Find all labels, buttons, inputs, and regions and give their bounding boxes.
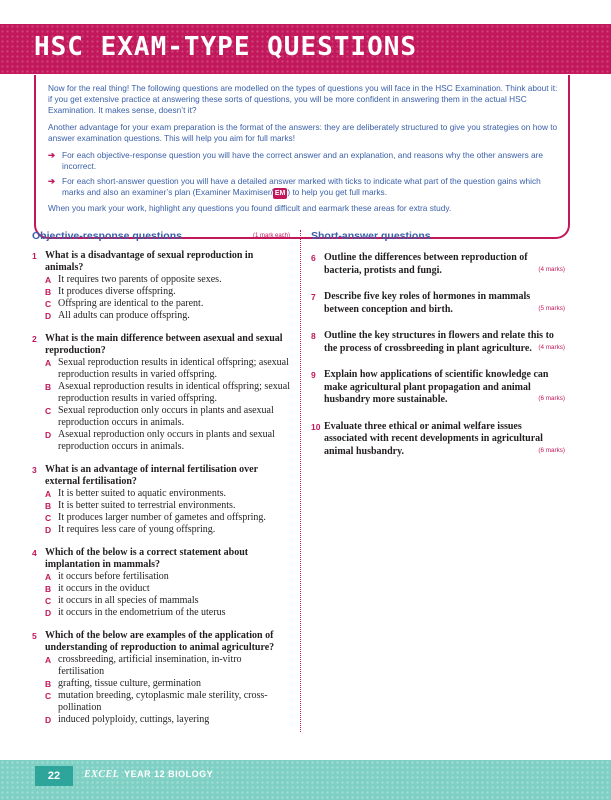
answer-option bbox=[45, 678, 290, 690]
option-letter: B bbox=[45, 584, 52, 594]
option-text: crossbreeding, artificial insemination, in-vitro fertilisation bbox=[58, 654, 242, 677]
answer-option bbox=[45, 654, 290, 678]
column-divider bbox=[300, 230, 301, 732]
answer-option bbox=[45, 583, 290, 595]
option-text: it occurs in the endometrium of the uterus bbox=[58, 607, 226, 618]
option-letter: B bbox=[45, 679, 52, 689]
question-number: 4 bbox=[32, 548, 37, 558]
objective-question bbox=[32, 250, 290, 322]
question-stem: What is the main difference between asexual and sexual reproduction? bbox=[45, 333, 283, 356]
option-letter: D bbox=[45, 430, 52, 440]
arrow-icon: ➔ bbox=[48, 176, 55, 186]
answer-option bbox=[45, 595, 290, 607]
page-footer-band bbox=[0, 760, 611, 800]
question-number: 5 bbox=[32, 631, 37, 641]
short-answer-question bbox=[311, 330, 565, 355]
option-text: grafting, tissue culture, germination bbox=[58, 678, 202, 689]
option-letter: A bbox=[45, 275, 52, 285]
objective-column bbox=[32, 230, 290, 726]
objective-question bbox=[32, 630, 290, 726]
option-text: it occurs in the oviduct bbox=[58, 583, 150, 594]
answer-option bbox=[45, 310, 290, 322]
question-stem: What is an advantage of internal fertilisation over external fertilisation? bbox=[45, 464, 258, 487]
short-answer-title-text: Short-answer questions bbox=[311, 230, 431, 242]
question-marks: (6 marks) bbox=[538, 395, 565, 402]
option-letter: B bbox=[45, 382, 52, 392]
option-text: All adults can produce offspring. bbox=[58, 310, 190, 321]
answer-option bbox=[45, 405, 290, 429]
option-text: It requires less care of young offspring. bbox=[58, 524, 216, 535]
short-answer-question bbox=[311, 291, 565, 316]
question-number: 6 bbox=[311, 253, 316, 263]
objective-question bbox=[32, 464, 290, 536]
question-marks: (4 marks) bbox=[538, 265, 565, 273]
intro-paragraph-1: Now for the real thing! The following questions are modelled on the types of questions you will face in the HSC Examination. Think about it: if you get extensive practice at answering these sorts of questions, you will be more confident in answering them in the actual HSC Examination. It makes sense, doesn’t it? bbox=[48, 83, 558, 115]
arrow-icon: ➔ bbox=[48, 150, 55, 160]
page-number: 22 bbox=[35, 766, 73, 786]
short-answer-question bbox=[311, 369, 565, 407]
answer-option bbox=[45, 357, 290, 381]
answer-option bbox=[45, 500, 290, 512]
question-stem: Which of the below is a correct statement about implantation in mammals? bbox=[45, 547, 249, 570]
question-number: 7 bbox=[311, 292, 316, 302]
question-stem: Outline the key structures in flowers and relate this to the process of crossbreeding in plant agriculture. bbox=[324, 330, 554, 354]
page-title: HSC EXAM-TYPE QUESTIONS bbox=[34, 32, 418, 62]
option-letter: C bbox=[45, 691, 52, 701]
option-letter: A bbox=[45, 358, 52, 368]
option-letter: C bbox=[45, 406, 52, 416]
option-text: It requires two parents of opposite sexes. bbox=[58, 274, 222, 285]
footer-book-title bbox=[84, 769, 213, 780]
answer-option bbox=[45, 524, 290, 536]
answer-option bbox=[45, 714, 290, 726]
option-letter: A bbox=[45, 655, 52, 665]
question-marks: (4 marks) bbox=[538, 343, 565, 351]
short-answer-question bbox=[311, 421, 565, 459]
option-text: Offspring are identical to the parent. bbox=[58, 298, 204, 309]
question-number: 1 bbox=[32, 251, 37, 261]
examiner-maximiser-badge: EM bbox=[274, 190, 286, 197]
answer-option bbox=[45, 571, 290, 583]
option-letter: D bbox=[45, 715, 52, 725]
option-text: induced polyploidy, cuttings, layering bbox=[58, 714, 210, 725]
footer-brand: EXCEL bbox=[84, 769, 120, 780]
option-letter: D bbox=[45, 311, 52, 321]
question-number: 10 bbox=[311, 421, 321, 432]
option-letter: A bbox=[45, 572, 52, 582]
intro-bullet-text: For each objective-response question you will have the correct answer and an explanation, and reasons why the other answers are incorrect. bbox=[62, 150, 544, 171]
intro-bullet-2 bbox=[48, 176, 558, 199]
option-letter: D bbox=[45, 525, 52, 535]
intro-bullet-text bbox=[62, 176, 558, 199]
intro-bullet-text-part: For each short-answer question you will have a detailed answer marked with ticks to indicate what part of the question gains which marks and also an examiner’s plan (Examiner Maximiser/ bbox=[62, 176, 541, 197]
option-letter: C bbox=[45, 299, 52, 309]
option-text: It produces larger number of gametes and offspring. bbox=[58, 512, 266, 523]
option-letter: B bbox=[45, 501, 52, 511]
option-text: it occurs in all species of mammals bbox=[58, 595, 199, 606]
question-marks: (5 marks) bbox=[538, 304, 565, 312]
option-text: mutation breeding, cytoplasmic male sterility, cross-pollination bbox=[58, 690, 268, 713]
question-stem: What is a disadvantage of sexual reproduction in animals? bbox=[45, 250, 254, 273]
answer-option bbox=[45, 512, 290, 524]
option-text: Asexual reproduction only occurs in plants and sexual reproduction occurs in animals. bbox=[58, 429, 275, 452]
short-answer-column bbox=[311, 230, 565, 458]
question-number: 8 bbox=[311, 331, 316, 341]
short-answer-question-list bbox=[311, 252, 565, 458]
answer-option bbox=[45, 286, 290, 298]
question-stem: Explain how applications of scientific knowledge can make agricultural plant propagation and animal husbandry more sustainable. bbox=[324, 369, 549, 405]
objective-section-title bbox=[32, 230, 290, 244]
option-text: it occurs before fertilisation bbox=[58, 571, 169, 582]
intro-paragraph-2: Another advantage for your exam preparation is the format of the answers: they are deliberately structured to give you strategies on how to answer examination questions. This will help you aim for full marks! bbox=[48, 122, 558, 143]
option-text: Sexual reproduction only occurs in plants and asexual reproduction occurs in animals. bbox=[58, 405, 274, 428]
question-number: 3 bbox=[32, 465, 37, 475]
objective-question bbox=[32, 333, 290, 453]
answer-option bbox=[45, 298, 290, 310]
option-letter: D bbox=[45, 608, 52, 618]
footer-subtitle: YEAR 12 BIOLOGY bbox=[124, 769, 214, 779]
objective-marks-note: (1 mark each) bbox=[252, 233, 290, 239]
answer-option bbox=[45, 274, 290, 286]
intro-box bbox=[34, 75, 570, 239]
option-letter: A bbox=[45, 489, 52, 499]
option-text: It is better suited to terrestrial environments. bbox=[58, 500, 236, 511]
question-stem: Outline the differences between reproduction of bacteria, protists and fungi. bbox=[324, 252, 528, 276]
question-marks: (6 marks) bbox=[538, 446, 565, 454]
option-letter: C bbox=[45, 513, 52, 523]
option-text: It is better suited to aquatic environments. bbox=[58, 488, 227, 499]
question-stem: Describe five key roles of hormones in mammals between conception and birth. bbox=[324, 291, 531, 315]
question-stem: Which of the below are examples of the application of understanding of reproduction to animal agriculture? bbox=[45, 630, 275, 653]
answer-option bbox=[45, 381, 290, 405]
question-stem: Evaluate three ethical or animal welfare issues associated with recent developments in agricultural animal husbandry. bbox=[324, 420, 543, 457]
short-answer-section-title bbox=[311, 230, 565, 244]
short-answer-question bbox=[311, 252, 565, 277]
option-letter: B bbox=[45, 287, 52, 297]
answer-option bbox=[45, 690, 290, 714]
objective-question-list bbox=[32, 250, 290, 726]
answer-option bbox=[45, 488, 290, 500]
intro-bullet-1 bbox=[48, 150, 558, 172]
objective-question bbox=[32, 547, 290, 619]
option-text: Sexual reproduction results in identical offspring; asexual reproduction results in varied offspring. bbox=[58, 357, 289, 380]
objective-title-text: Objective-response questions bbox=[32, 230, 182, 242]
answer-option bbox=[45, 607, 290, 619]
question-number: 9 bbox=[311, 370, 316, 380]
option-letter: C bbox=[45, 596, 52, 606]
intro-bullet-text-part: ) to help you get full marks. bbox=[287, 187, 387, 197]
answer-option bbox=[45, 429, 290, 453]
intro-paragraph-3: When you mark your work, highlight any questions you found difficult and earmark these areas for extra study. bbox=[48, 203, 452, 213]
question-number: 2 bbox=[32, 334, 37, 344]
option-text: It produces diverse offspring. bbox=[58, 286, 176, 297]
option-text: Asexual reproduction results in identical offspring; sexual reproduction results in varied offspring. bbox=[58, 381, 290, 404]
page-header-band bbox=[0, 24, 611, 74]
